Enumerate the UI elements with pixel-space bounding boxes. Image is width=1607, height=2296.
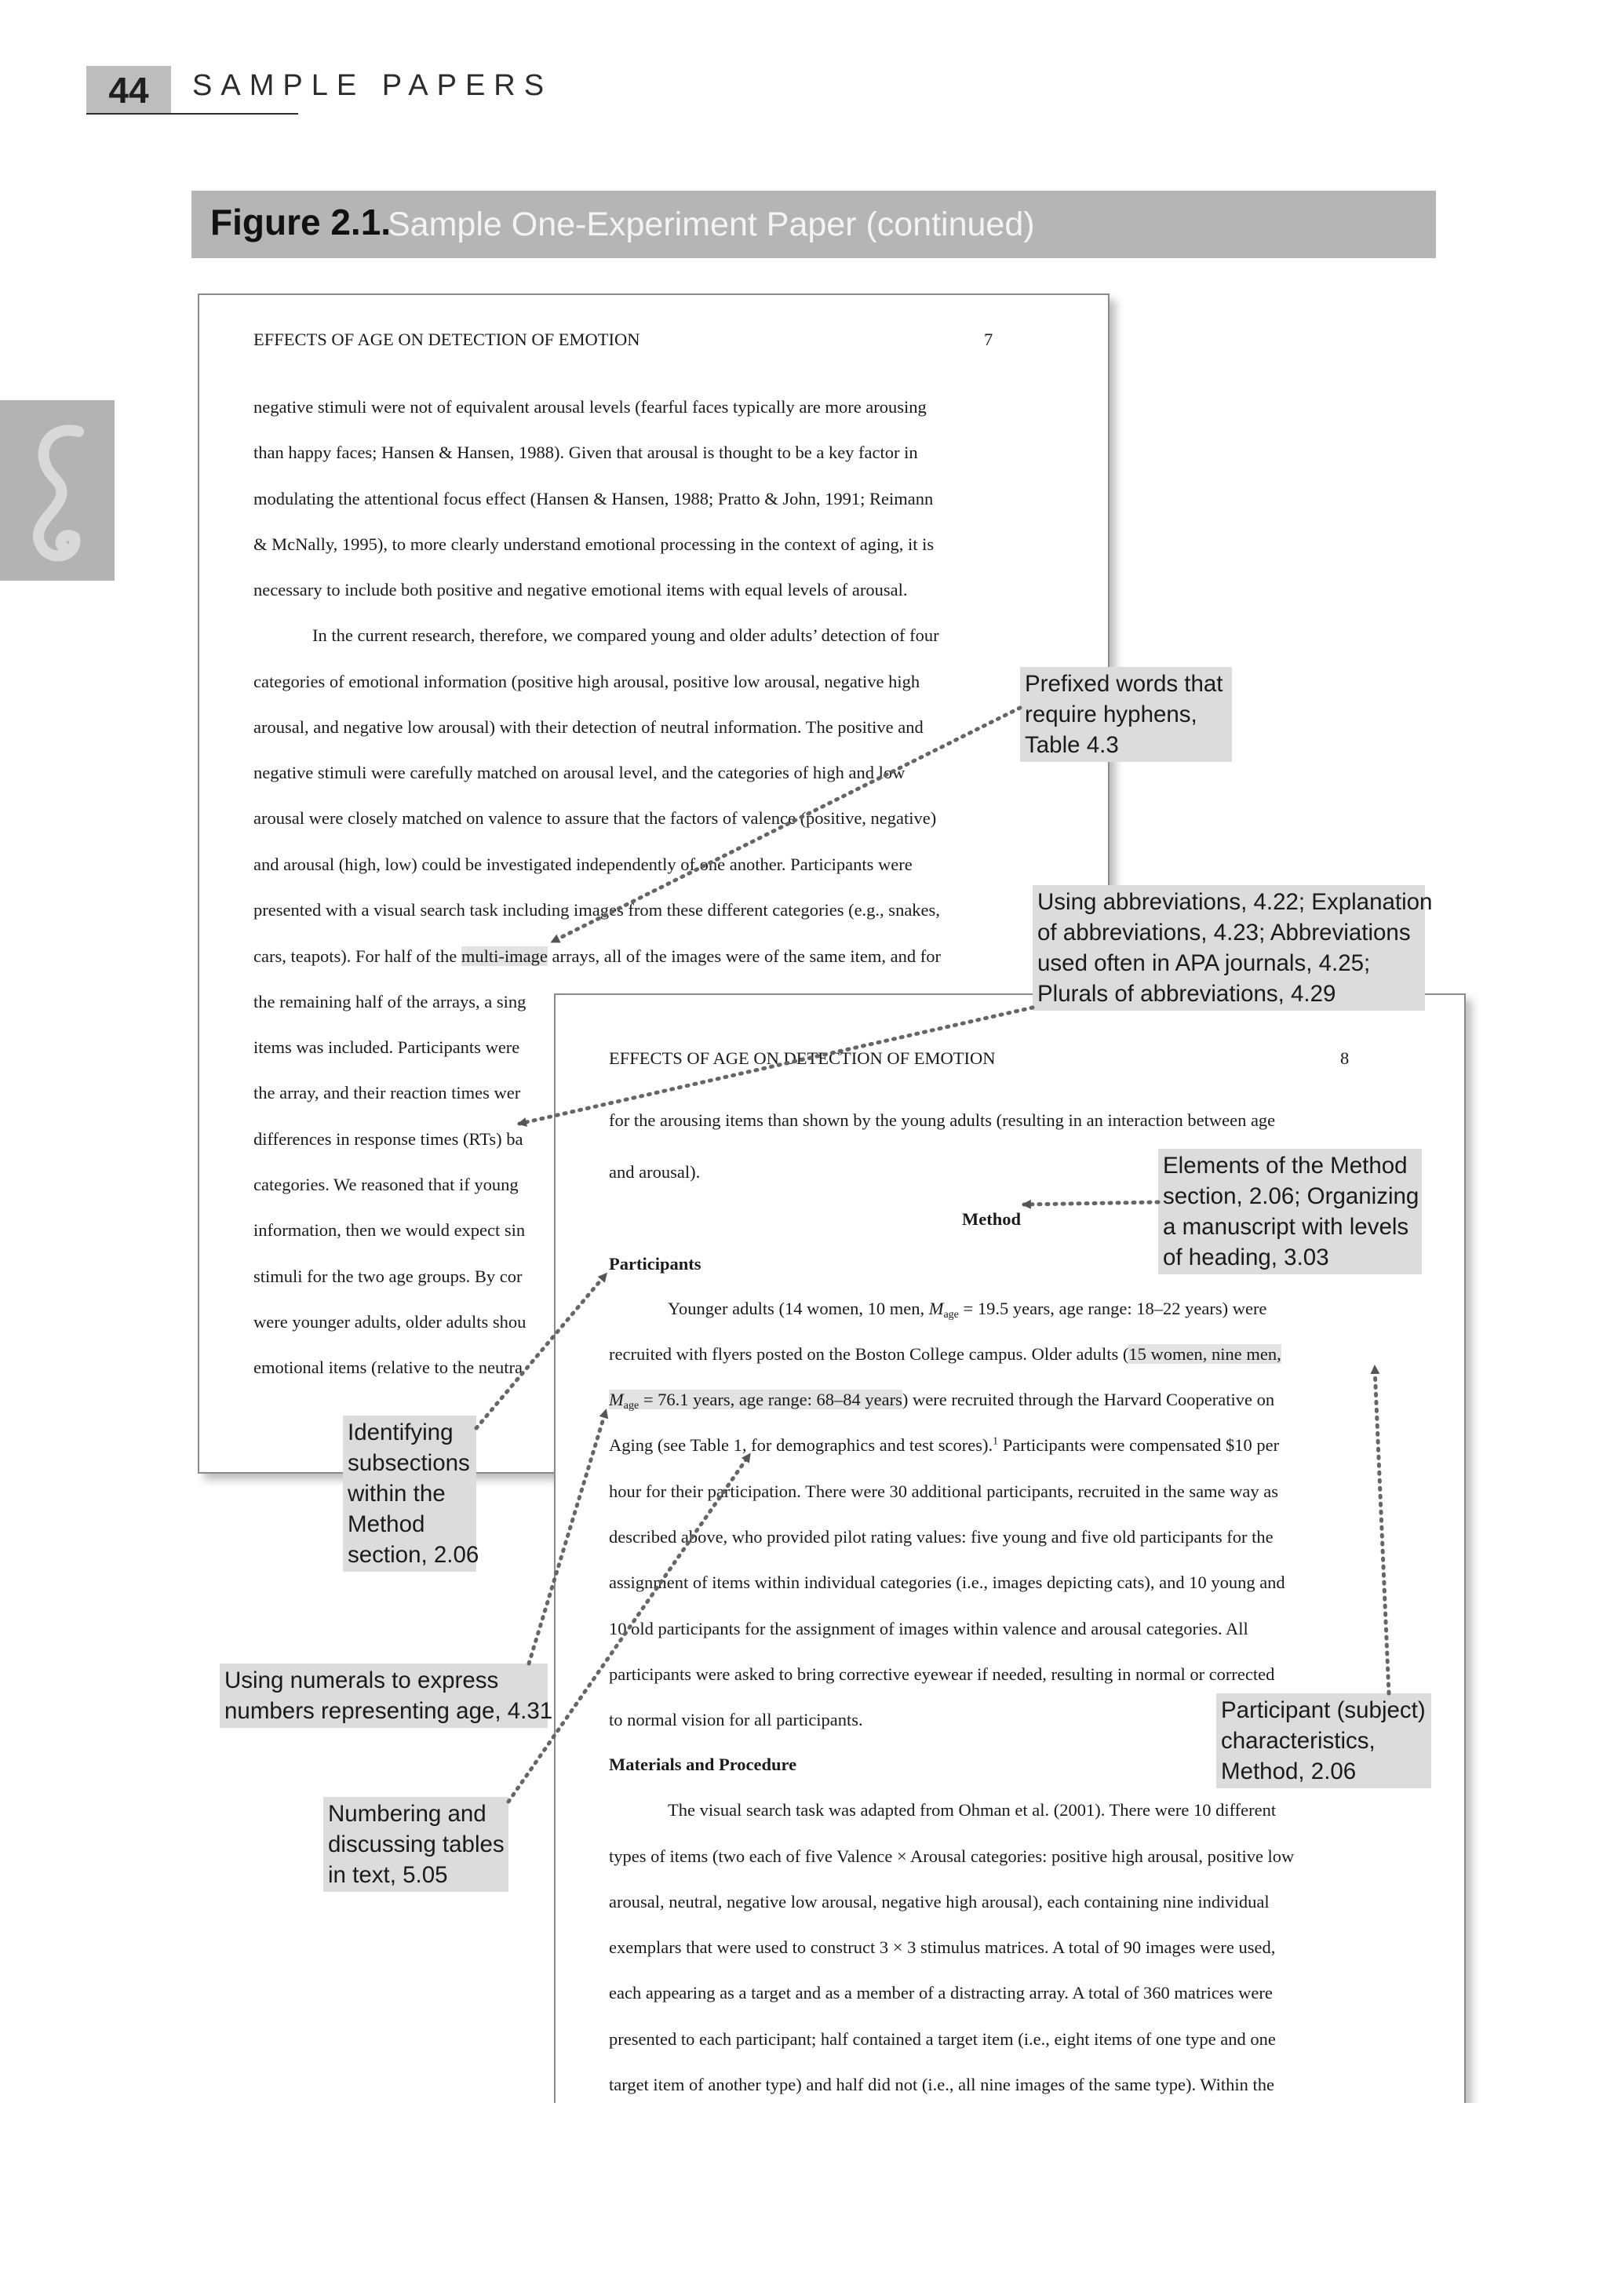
page8-line: to normal vision for all participants. [609,1710,863,1729]
arrow-tables [508,1455,749,1802]
page7-line: categories of emotional information (positive high arousal, positive low arousal, negative high [253,672,920,691]
page7-line: & McNally, 1995), to more clearly understand emotional processing in the context of aging, it is [253,534,935,554]
page8-text: age [623,1400,640,1412]
page8-line: participants were asked to bring corrective eyewear if needed, resulting in normal or corrected [609,1664,1275,1684]
callout-line: section, 2.06; Organizing [1163,1183,1419,1209]
page7-line: and arousal (high, low) could be investigated independently of one another. Participants were [253,855,913,874]
heading-participants: Participants [609,1254,701,1274]
page8-line: types of items (two each of five Valence × Arousal categories: positive high arousal, positive low [609,1846,1295,1866]
callout-line: Numbering and [328,1801,486,1827]
callout-line: section, 2.06 [348,1542,479,1568]
page8-line: target item of another type) and half did not (i.e., all nine images of the same type). Within the [609,2075,1275,2094]
arrow-hyphens [552,708,1020,942]
page8-text: age [943,1309,959,1321]
callout-line: Method [348,1511,425,1537]
page7-line: differences in response times (RTs) ba [253,1129,523,1149]
page8-line: assignment of items within individual categories (i.e., images depicting cats), and 10 young and [609,1573,1285,1592]
page8-line: described above, who provided pilot rating values: five young and five old participants for the [609,1527,1274,1547]
page7-line: than happy faces; Hansen & Hansen, 1988). Given that arousal is thought to be a key factor in [253,443,918,462]
page8-text: = 19.5 years, age range: 18–22 years) were [958,1299,1267,1318]
page7-running-head: EFFECTS OF AGE ON DETECTION OF EMOTION [253,330,640,349]
figure-title: Sample One-Experiment Paper (continued) [388,206,1035,243]
callout-line: Using numerals to express [224,1667,499,1693]
page7-line: necessary to include both positive and negative emotional items with equal levels of arousal. [253,580,908,600]
page7-line: stimuli for the two age groups. By cor [253,1266,523,1286]
page7-line: negative stimuli were carefully matched on arousal level, and the categories of high and low [253,763,906,782]
page7-page-number: 7 [984,330,993,349]
book-running-title: SAMPLE PAPERS [192,69,553,102]
callout-line: Table 4.3 [1025,732,1119,758]
callout-line: subsections [348,1450,470,1476]
page7-line: presented with a visual search task including images from these different categories (e.g., snakes, [253,900,940,920]
callout-line: discussing tables [328,1831,505,1857]
page8-page-number: 8 [1340,1048,1350,1068]
callout-line: numbers representing age, 4.31 [224,1698,553,1724]
callout-line: Elements of the Method [1163,1153,1408,1179]
page7-line: In the current research, therefore, we compared young and older adults’ detection of four [312,625,939,645]
page7-line: categories. We reasoned that if young [253,1175,519,1194]
callout-line: Using abbreviations, 4.22; Explanation [1037,889,1433,915]
callout-line: Participant (subject) [1221,1697,1426,1723]
callout-line: Plurals of abbreviations, 4.29 [1037,981,1336,1007]
callout-line: used often in APA journals, 4.25; [1037,950,1371,976]
page8-text: recruited with flyers posted on the Boston College campus. Older adults ( [609,1344,1129,1364]
page7-line: modulating the attentional focus effect (Hansen & Hansen, 1988; Pratto & John, 1991; Reimann [253,489,934,508]
callout-line: in text, 5.05 [328,1862,448,1888]
arrow-participant [1375,1367,1389,1693]
page7-text: cars, teapots). For half of the [253,946,461,966]
page8-line: and arousal). [609,1162,701,1182]
heading-materials-procedure: Materials and Procedure [609,1755,797,1774]
page8-line: presented to each participant; half contained a target item (i.e., eight items of one type and one [609,2029,1276,2049]
page8-running-head: EFFECTS OF AGE ON DETECTION OF EMOTION [609,1048,996,1068]
book-page-number: 44 [86,66,171,113]
callout-line: characteristics, [1221,1728,1376,1754]
highlight-older-sample: 15 women, nine men, [1128,1344,1281,1364]
arrow-subsections [476,1274,606,1428]
page8-text: Participants were compensated $10 per [998,1435,1280,1455]
callout-line: Identifying [348,1420,454,1445]
arrow-method [1024,1202,1158,1204]
callout-line: require hyphens, [1025,702,1197,727]
page8-line: The visual search task was adapted from Ohman et al. (2001). There were 10 different [668,1800,1277,1820]
page8-line: hour for their participation. There were 30 additional participants, recruited in the same way as [609,1481,1279,1501]
footnote-marker: 1 [993,1435,999,1448]
page8-line: 10 old participants for the assignment of images within valence and arousal categories. All [609,1619,1248,1638]
heading-method: Method [962,1209,1021,1229]
page8-line: arousal, neutral, negative low arousal, negative high arousal), each containing nine individual [609,1892,1270,1912]
callout-line: a manuscript with levels [1163,1214,1409,1240]
page7-line: arousal were closely matched on valence to assure that the factors of valence (positive, negative) [253,808,937,828]
page7-line: information, then we would expect sin [253,1220,526,1240]
page8-text: Younger adults (14 women, 10 men, [668,1299,929,1318]
page7-line: negative stimuli were not of equivalent arousal levels (fearful faces typically are more arousing [253,397,927,417]
page8-text: M [609,1390,624,1409]
callout-line: Method, 2.06 [1221,1758,1357,1784]
page8-text: M [928,1299,944,1318]
callout-line: Prefixed words that [1025,671,1223,697]
page7-line: the remaining half of the arrays, a sing [253,992,527,1011]
figure-label: Figure 2.1. [210,202,392,242]
callout-line: of abbreviations, 4.23; Abbreviations [1037,920,1411,946]
page7-line: emotional items (relative to the neutra [253,1358,523,1377]
page7-line: were younger adults, older adults shou [253,1312,527,1332]
callout-line: within the [348,1481,446,1507]
page8-line: for the arousing items than shown by the young adults (resulting in an interaction between age [609,1110,1276,1130]
page7-line: arousal, and negative low arousal) with their detection of neutral information. The positive and [253,717,924,737]
highlight-multi-image: multi-image [461,946,548,966]
page8-line: each appearing as a target and as a member of a distracting array. A total of 360 matrices were [609,1983,1273,2003]
arrow-abbreviations [519,1008,1033,1124]
page8-text: = 76.1 years, age range: 68–84 years [639,1390,902,1409]
arrow-numerals [529,1411,606,1664]
callout-line: of heading, 3.03 [1163,1245,1329,1270]
page7-text: arrays, all of the images were of the same item, and for [547,946,941,966]
page7-line: the array, and their reaction times wer [253,1083,521,1102]
page8-text: ) were recruited through the Harvard Cooperative on [902,1390,1275,1409]
page8-line: exemplars that were used to construct 3 × 3 stimulus matrices. A total of 90 images were used, [609,1937,1276,1957]
page8-text: Aging (see Table 1, for demographics and test scores). [609,1435,993,1455]
page7-line: items was included. Participants were [253,1037,520,1057]
